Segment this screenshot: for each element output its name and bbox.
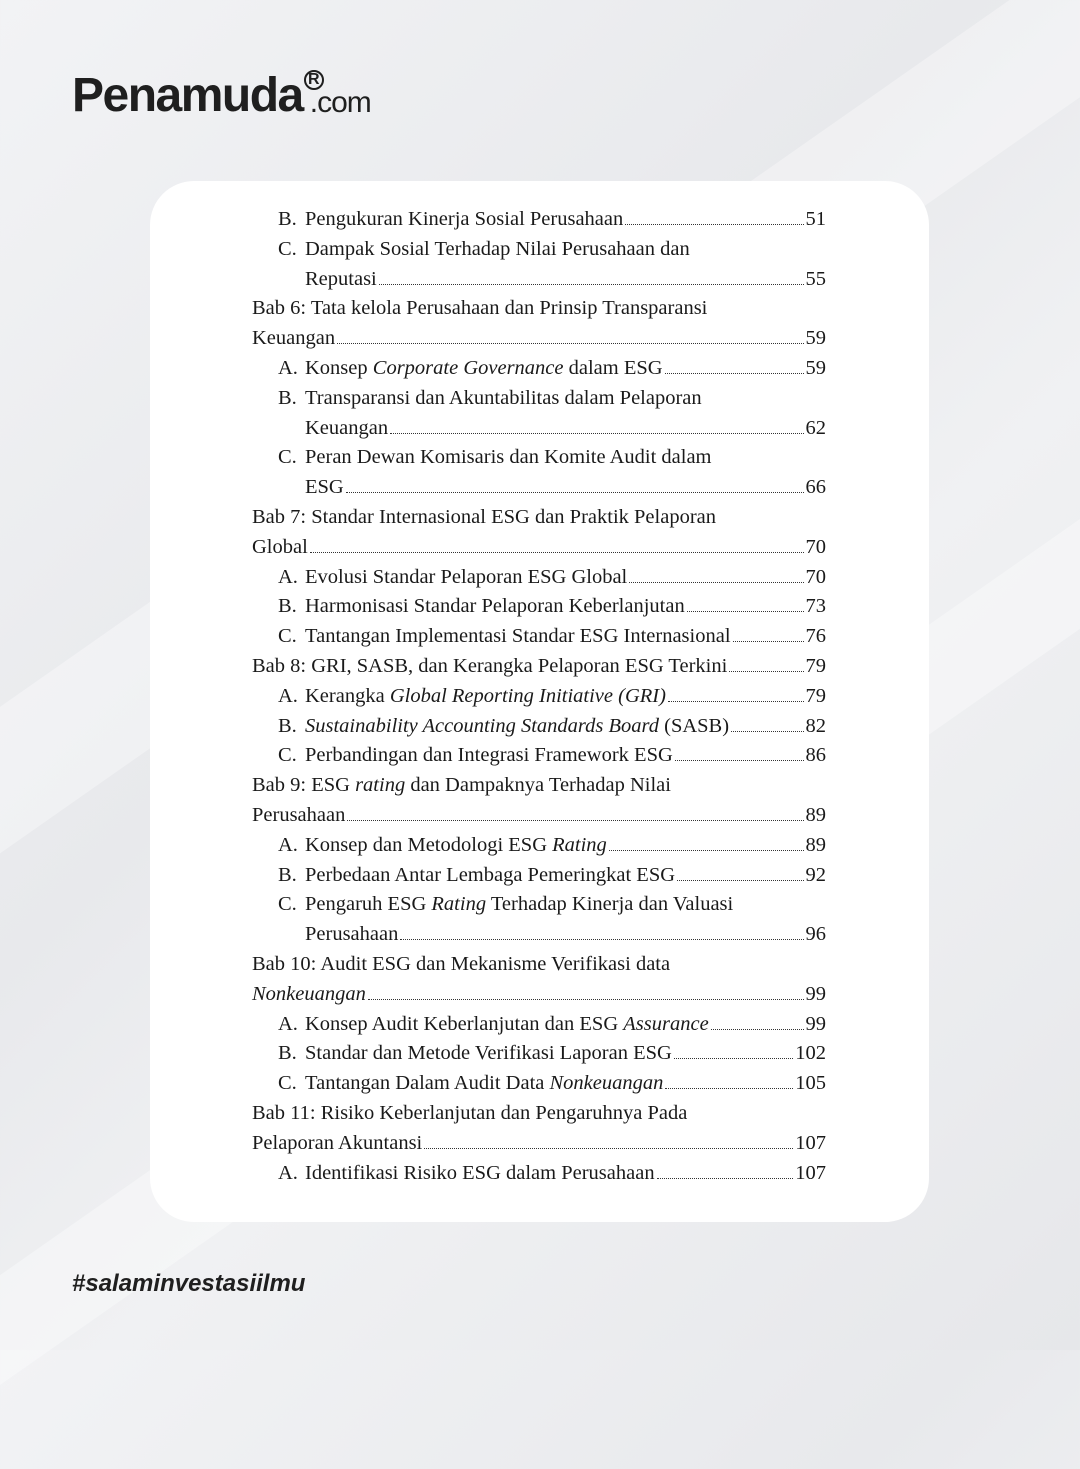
toc-title: Dampak Sosial Terhadap Nilai Perusahaan dan: [305, 237, 690, 260]
toc-letter: C.: [278, 1072, 297, 1095]
toc-entry: [252, 712, 826, 742]
toc-chapter: [252, 801, 826, 831]
toc-text: Konsep dan Metodologi ESG: [305, 833, 553, 856]
toc-chapter: [252, 503, 826, 533]
toc-text: Pengaruh ESG: [305, 893, 432, 916]
toc-leader: [665, 373, 804, 374]
toc-letter: B.: [278, 1042, 297, 1065]
toc-entry: [252, 622, 826, 652]
toc-entry: [252, 741, 826, 771]
toc-leader: [337, 343, 803, 344]
toc-page: 86: [805, 744, 826, 767]
toc-leader: [629, 582, 803, 583]
toc-chapter: [252, 950, 826, 980]
toc-page: 73: [805, 595, 826, 618]
toc-title: [252, 980, 366, 1010]
toc-leader: [675, 760, 804, 761]
toc-chapter: [252, 1129, 826, 1159]
toc-entry: [252, 1010, 826, 1040]
toc-entry: [252, 682, 826, 712]
toc-title: Peran Dewan Komisaris dan Komite Audit dalam: [305, 446, 712, 469]
toc-page: 96: [805, 923, 826, 946]
toc-letter: A.: [278, 565, 298, 588]
toc-title: [252, 771, 671, 801]
toc-page: 70: [805, 535, 826, 558]
toc-entry: [252, 265, 826, 295]
toc-leader: [424, 1148, 793, 1149]
toc-page: 89: [805, 833, 826, 856]
toc-entry: [252, 354, 826, 384]
toc-page: 79: [805, 654, 826, 677]
toc-title: Evolusi Standar Pelaporan ESG Global: [305, 565, 628, 588]
toc-chapter: [252, 980, 826, 1010]
toc-letter: A.: [278, 684, 298, 707]
toc-entry: [252, 563, 826, 593]
toc-italic: rating: [355, 774, 406, 797]
toc-italic: Nonkeuangan: [549, 1072, 664, 1095]
toc-italic: Corporate Governance: [372, 356, 564, 379]
toc-leader: [687, 611, 804, 612]
toc-title: Global: [252, 535, 308, 558]
hashtag: #salaminvestasiilmu: [72, 1270, 306, 1297]
toc-title: Bab 7: Standar Internasional ESG dan Praktik Pelaporan: [252, 505, 716, 528]
toc-title: [305, 831, 607, 861]
toc-entry: [252, 831, 826, 861]
toc-title: Perbandingan dan Integrasi Framework ESG: [305, 744, 673, 767]
toc-title: Keuangan: [252, 327, 336, 350]
toc-title: Transparansi dan Akuntabilitas dalam Pelaporan: [305, 386, 702, 409]
toc-page: 105: [795, 1072, 826, 1095]
toc-title: Pelaporan Akuntansi: [252, 1131, 423, 1154]
toc-title: Harmonisasi Standar Pelaporan Keberlanjutan: [305, 595, 685, 618]
toc-letter: A.: [278, 1161, 298, 1184]
toc-title: Keuangan: [305, 416, 389, 439]
toc-title: [305, 890, 733, 920]
toc-text: Konsep Audit Keberlanjutan dan ESG: [305, 1012, 624, 1035]
toc-page: 102: [795, 1042, 826, 1065]
toc-letter: B.: [278, 863, 297, 886]
toc-leader: [677, 880, 803, 881]
toc-page: 59: [805, 327, 826, 350]
toc-page: 66: [805, 476, 826, 499]
toc-entry: [252, 861, 826, 891]
toc-leader: [390, 433, 803, 434]
toc-page: 82: [805, 714, 826, 737]
toc-letter: A.: [278, 1012, 298, 1035]
toc-page: 51: [805, 208, 826, 230]
toc-title: [305, 354, 663, 384]
toc-text: Kerangka: [305, 684, 390, 707]
toc-leader: [379, 284, 804, 285]
toc-entry: [252, 1159, 826, 1189]
toc-page: 79: [805, 684, 826, 707]
toc-chapter: [252, 652, 826, 682]
toc-title: Bab 11: Risiko Keberlanjutan dan Pengaruhnya Pada: [252, 1101, 688, 1124]
toc-title: Tantangan Implementasi Standar ESG Internasional: [305, 625, 731, 648]
toc-letter: B.: [278, 386, 297, 409]
toc-title: ESG: [305, 476, 344, 499]
toc-entry: [252, 414, 826, 444]
toc-leader: [668, 701, 804, 702]
toc-leader: [733, 641, 804, 642]
toc-text: Terhadap Kinerja dan Valuasi: [486, 893, 734, 916]
toc-leader: [310, 552, 804, 553]
toc-entry: [252, 473, 826, 503]
toc-page: 92: [805, 863, 826, 886]
toc-entry: [252, 443, 826, 473]
toc-leader: [665, 1088, 793, 1089]
toc-title: Bab 10: Audit ESG dan Mekanisme Verifikasi data: [252, 952, 671, 975]
toc-chapter: [252, 1099, 826, 1129]
toc-letter: C.: [278, 237, 297, 260]
toc-title: Reputasi: [305, 267, 377, 290]
toc-leader: [625, 224, 803, 225]
toc-leader: [346, 492, 804, 493]
toc-text: dan Dampaknya Terhadap Nilai: [405, 774, 671, 797]
toc-page: 107: [795, 1161, 826, 1184]
toc-letter: A.: [278, 356, 298, 379]
toc-entry: [252, 235, 826, 265]
toc-entry: [252, 592, 826, 622]
toc-italic: Global Reporting Initiative (GRI): [389, 684, 666, 707]
toc-leader: [731, 731, 803, 732]
toc-chapter: [252, 771, 826, 801]
toc-leader: [711, 1029, 804, 1030]
toc-page: 99: [805, 1012, 826, 1035]
toc-leader: [729, 671, 803, 672]
toc-text: Konsep: [305, 356, 373, 379]
toc-title: Perbedaan Antar Lembaga Pemeringkat ESG: [305, 863, 676, 886]
toc-page: 99: [805, 982, 826, 1005]
toc-italic: Nonkeuangan: [252, 982, 366, 1005]
toc-title: Pengukuran Kinerja Sosial Perusahaan: [305, 208, 624, 230]
toc-italic: Sustainability Accounting Standards Board: [305, 714, 659, 737]
toc-title: Standar dan Metode Verifikasi Laporan ESG: [305, 1042, 672, 1065]
toc-letter: C.: [278, 744, 297, 767]
brand-name: Penamuda: [72, 69, 303, 122]
toc-letter: B.: [278, 714, 297, 737]
toc-chapter: [252, 533, 826, 563]
toc-leader: [609, 850, 804, 851]
toc-italic: Rating: [552, 833, 607, 856]
toc-page: 59: [805, 356, 826, 379]
toc-title: [305, 1069, 663, 1099]
toc-leader: [347, 820, 803, 821]
toc-chapter: [252, 324, 826, 354]
registered-mark: R: [304, 70, 324, 90]
toc-page: 107: [795, 1131, 826, 1154]
toc-text: Bab 9: ESG: [252, 774, 356, 797]
toc-page: 62: [805, 416, 826, 439]
toc-title: [305, 682, 666, 712]
toc-title: Identifikasi Risiko ESG dalam Perusahaan: [305, 1161, 655, 1184]
toc-title: Bab 6: Tata kelola Perusahaan dan Prinsip Transparansi: [252, 297, 708, 320]
brand-logo: [72, 69, 371, 122]
toc-text: dalam ESG: [563, 356, 663, 379]
toc-page: 76: [805, 625, 826, 648]
toc-chapter: [252, 294, 826, 324]
toc-italic: Assurance: [623, 1012, 709, 1035]
toc-entry: [252, 920, 826, 950]
toc-entry: [252, 890, 826, 920]
toc-entry: [252, 205, 826, 235]
toc-letter: B.: [278, 595, 297, 618]
toc-title: Bab 8: GRI, SASB, dan Kerangka Pelaporan ESG Terkini: [252, 654, 728, 677]
toc-title: [305, 1010, 709, 1040]
toc-entry: [252, 1039, 826, 1069]
toc-title: Perusahaan: [305, 923, 399, 946]
toc-letter: C.: [278, 893, 297, 916]
toc-italic: Rating: [431, 893, 487, 916]
toc-letter: B.: [278, 208, 297, 230]
toc-leader: [368, 999, 804, 1000]
toc-title: [305, 712, 729, 742]
brand-domain: .com: [309, 86, 371, 119]
toc-page: 89: [805, 803, 826, 826]
toc-leader: [657, 1178, 794, 1179]
toc-title: Perusahaan: [252, 803, 346, 826]
table-of-contents: [252, 205, 826, 1188]
toc-page: 70: [805, 565, 826, 588]
toc-leader: [674, 1058, 793, 1059]
toc-text: (SASB): [659, 714, 730, 737]
toc-text: Tantangan Dalam Audit Data: [305, 1072, 550, 1095]
toc-letter: A.: [278, 833, 298, 856]
toc-entry: [252, 384, 826, 414]
toc-page: 55: [805, 267, 826, 290]
toc-letter: C.: [278, 625, 297, 648]
toc-leader: [400, 939, 803, 940]
toc-letter: C.: [278, 446, 297, 469]
toc-entry: [252, 1069, 826, 1099]
